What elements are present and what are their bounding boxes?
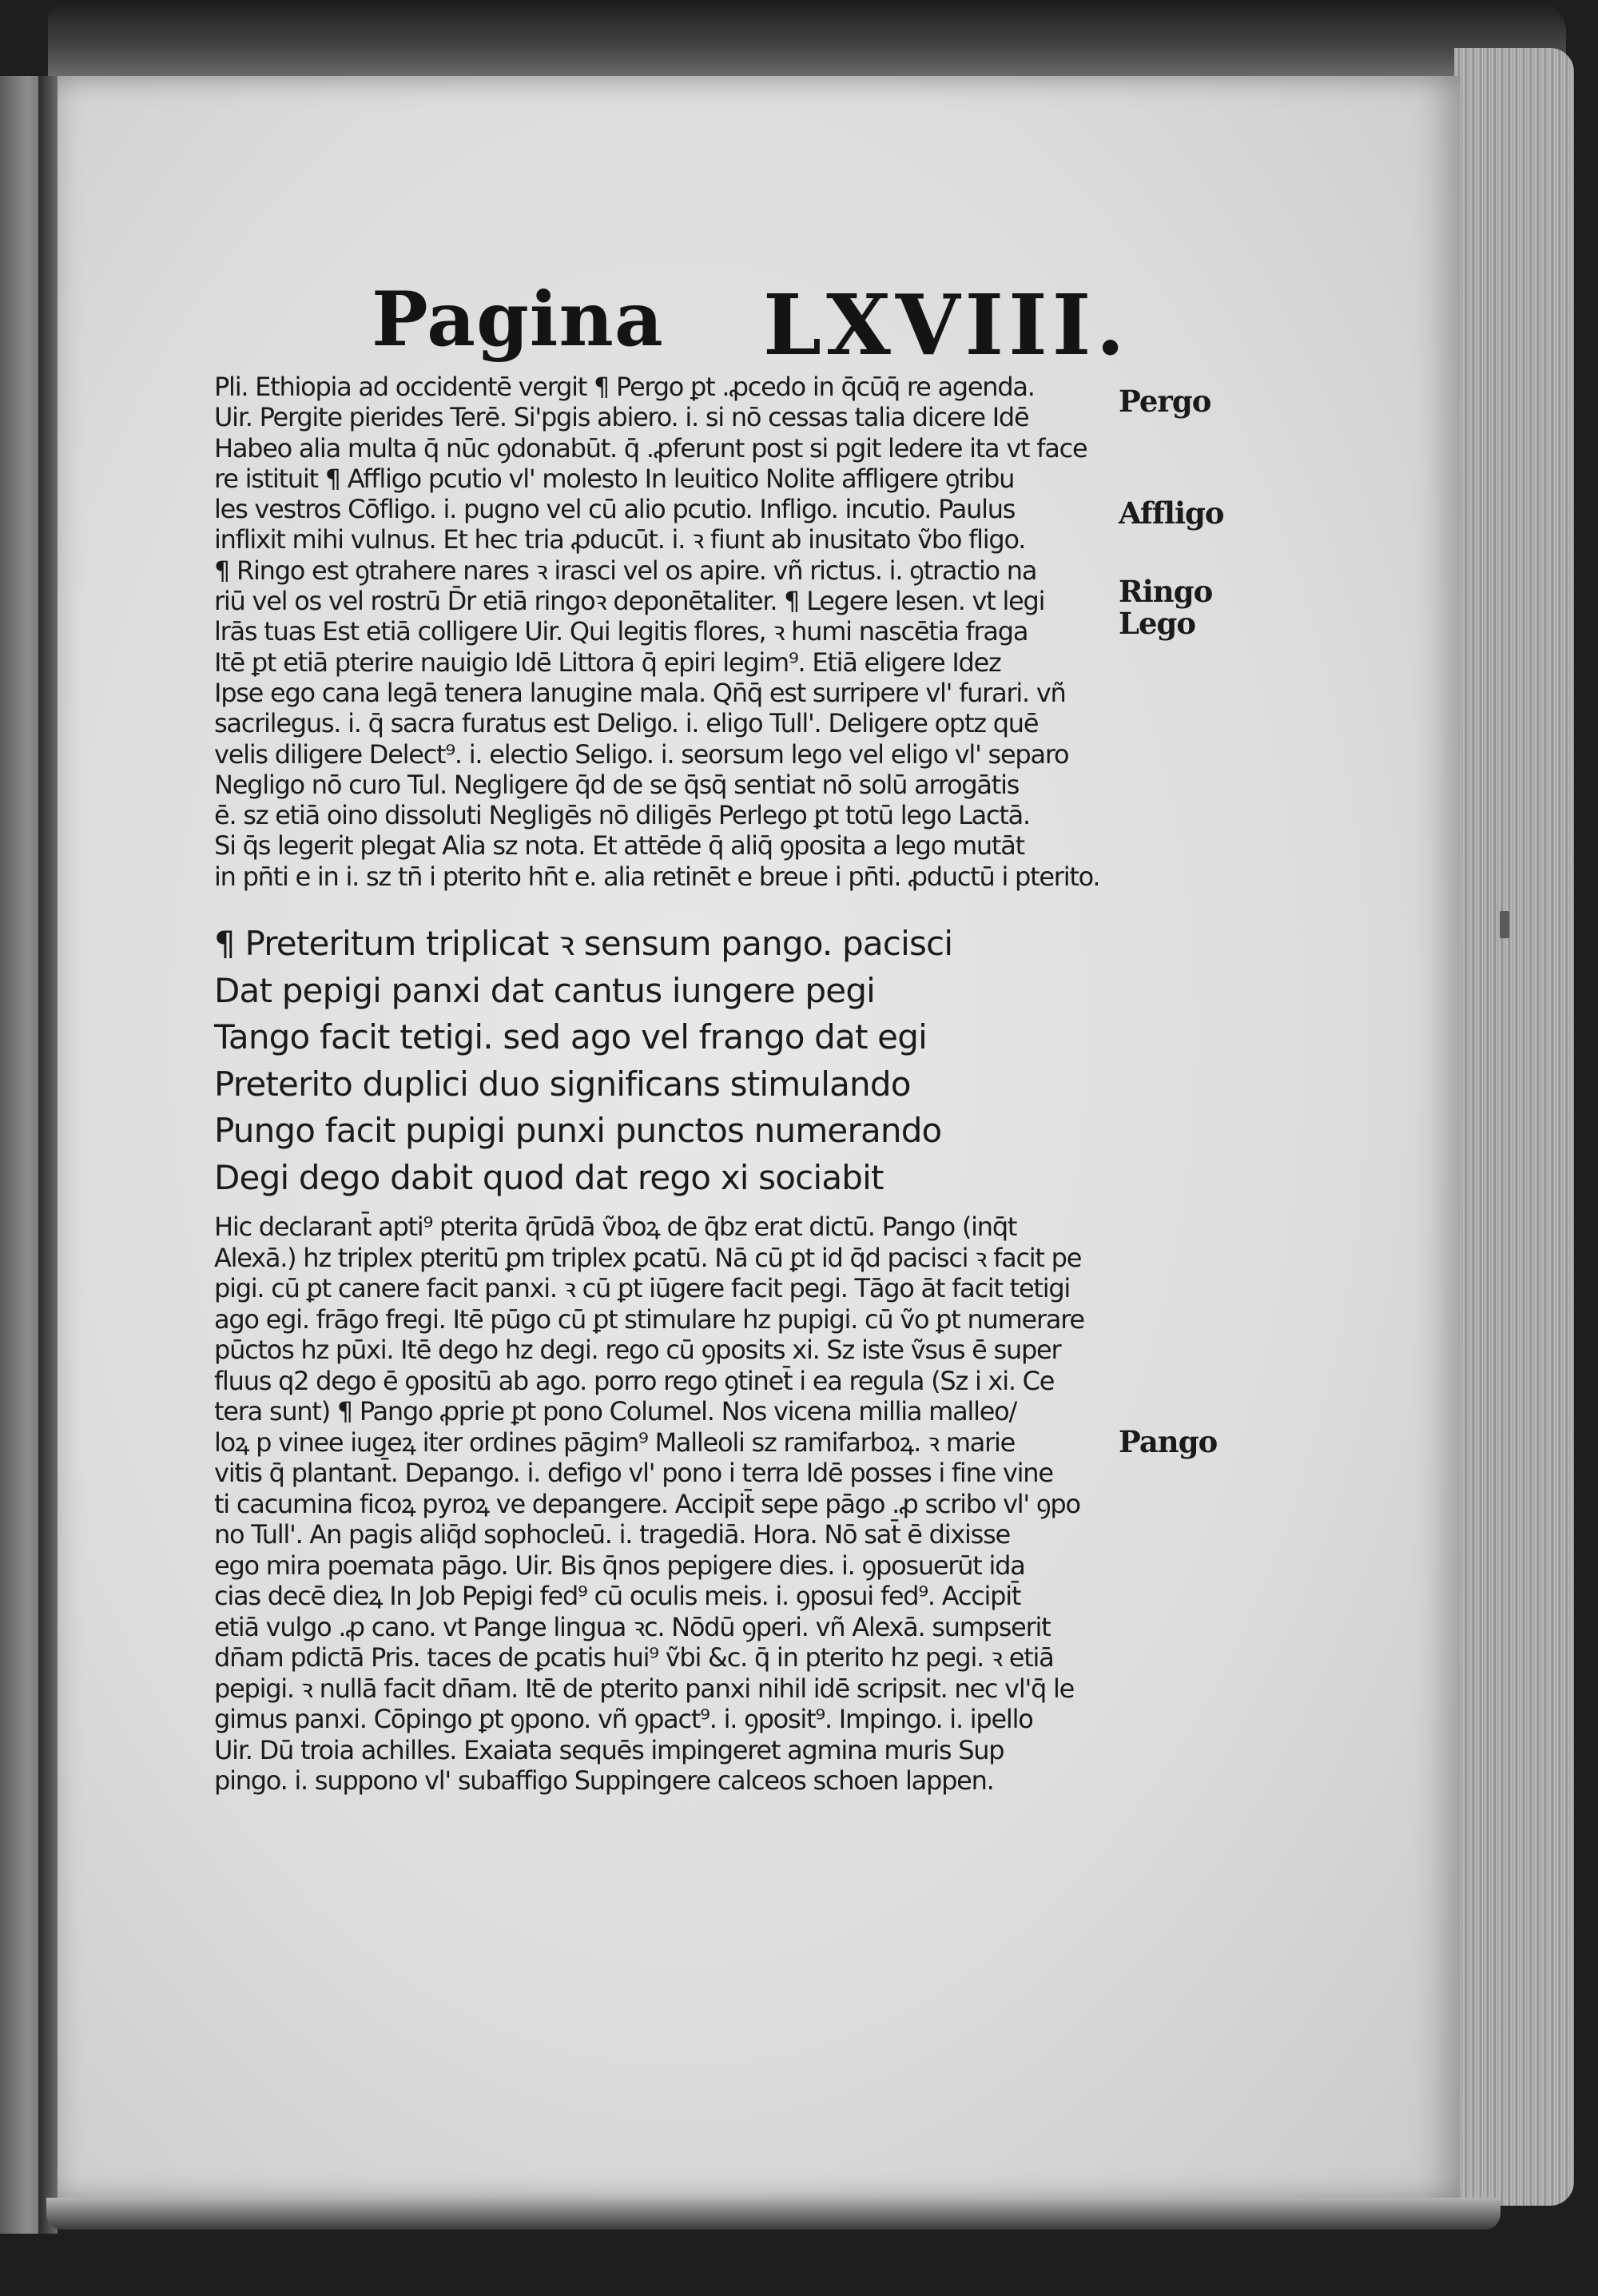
text-line: Ipse ego cana legā tenera lanugine mala. Qn̄q̄ est surripere vl' furari. vñ — [214, 677, 1066, 708]
gutter-shadow — [38, 76, 58, 2234]
text-line: pigi. cū ꝑt canere facit panxi. ꝛ cū ꝑt iūgere facit pegi. Tāgo āt facit tetigi — [214, 1273, 1071, 1303]
margin-note-pango: Pango — [1119, 1424, 1218, 1459]
text-line: in pn̄ti e in i. sz tn̄ i pterito hn̄t e. alia retinēt e breue i pn̄ti. ꝓductū i pterito. — [214, 861, 1100, 892]
page-stack-edge — [1454, 48, 1574, 2206]
text-line: ¶ Ringo est ꝯtrahere nares ꝛ irasci vel os apire. vñ rictus. i. ꝯtractio na — [214, 555, 1037, 586]
text-line: pepigi. ꝛ nullā facit dn̄am. Itē de pterito panxi nihil idē scripsit. nec vl'q̄ le — [214, 1673, 1075, 1704]
text-line: ego mira poemata pāgo. Uir. Bis q̄nos pepigere dies. i. ꝯposuerūt ida — [214, 1550, 1025, 1581]
text-line: cias decē dieꝝ In Job Pepigi fed⁹ cū oculis meis. i. ꝯposui fed⁹. Accipit̄ — [214, 1581, 1021, 1611]
book-bottom-edge — [46, 2198, 1501, 2230]
page-title: Pagina — [372, 276, 664, 364]
text-line: les vestros Cōfligo. i. pugno vel cū alio pcutio. Infligo. incutio. Paulus — [214, 494, 1016, 525]
text-line: no Tull'. An pagis aliq̄d sophocleū. i. tragediā. Hora. Nō sat̄ ē dixisse — [214, 1519, 1010, 1550]
text-line: ti cacumina ficoꝝ pyroꝝ ve depangere. Accipit̄ sepe pāgo .ꝓ scribo vl' ꝯpo — [214, 1488, 1080, 1519]
text-line: Negligo nō curo Tul. Negligere q̄d de se q̄sq̄ sentiat nō solū arrogātis — [214, 769, 1020, 800]
text-line: tera sunt) ¶ Pango ꝓprie ꝑt pono Columel. Nos vicena millia malleo/ — [214, 1396, 1016, 1427]
text-line: lrās tuas Est etiā colligere Uir. Qui legitis flores, ꝛ humi nascētia fraga — [214, 616, 1028, 647]
text-line: gimus panxi. Cōpingo ꝑt ꝯpono. vñ ꝯpact⁹. i. ꝯposit⁹. Impingo. i. ipello — [214, 1704, 1033, 1734]
text-line: vitis q̄ plantant̄. Depango. i. defigo vl' pono i terra Idē posses i fine vine — [214, 1458, 1053, 1488]
verse-block — [214, 921, 1109, 1201]
text-line: pūctos hz pūxi. Itē dego hz degi. rego cū ꝯposits xi. Sz iste ṽsus ē super — [214, 1335, 1061, 1365]
text-line: Pli. Ethiopia ad occidentē vergit ¶ Pergo ꝑt .ꝓcedo in q̄cūq̄ re agenda. — [214, 372, 1035, 402]
verse-line: Tango facit tetigi. sed ago vel frango dat egi — [214, 1017, 927, 1056]
folio-number: LXVIII. — [763, 276, 1130, 374]
paragraph-2 — [214, 1212, 1109, 1797]
verse-line: Preterito duplici duo significans stimulando — [214, 1064, 911, 1104]
text-line: fluus q2 dego ē ꝯpositū ab ago. porro rego ꝯtinet̄ i ea regula (Sz i xi. Ce — [214, 1365, 1055, 1396]
text-line: pingo. i. suppono vl' subaffigo Suppingere calceos schoen lappen. — [214, 1765, 994, 1796]
book-top-edge — [48, 0, 1566, 88]
text-line: Itē ꝑt etiā pterire nauigio Idē Littora q̄ epiri legim⁹. Etiā eligere Idez — [214, 647, 1001, 678]
text-line: Hic declarant̄ apti⁹ pterita q̄rūdā ṽboꝝ de q̄bz erat dictū. Pango (inq̄t — [214, 1212, 1017, 1242]
text-line: Habeo alia multa q̄ nūc ꝯdonabūt. q̄ .ꝓferunt post si pgit ledere ita vt face — [214, 432, 1087, 464]
text-line: Si q̄s legerit plegat Alia sz nota. Et attēde q̄ aliq̄ ꝯposita a lego mutāt — [214, 830, 1024, 861]
text-line: riū vel os vel rostrū D̄r etiā ringoꝛ deponētaliter. ¶ Legere lesen. vt legi — [214, 586, 1045, 617]
margin-note-lego: Lego — [1119, 606, 1196, 641]
text-line: sacrilegus. i. q̄ sacra furatus est Deligo. i. eligo Tull'. Deligere optz quē — [214, 708, 1039, 739]
text-line: dn̄am pdictā Pris. taces de ꝑcatis hui⁹ ṽbi &c. q̄ in pterito hz pegi. ꝛ etiā — [214, 1642, 1054, 1673]
text-line: ē. sz etiā oino dissoluti Negligēs nō diligēs Perlego ꝑt totū lego Lactā. — [214, 800, 1030, 831]
text-line: etiā vulgo .ꝓ cano. vt Pange lingua ꝛc. Nōdū ꝯperi. vñ Alexā. sumpserit — [214, 1611, 1051, 1642]
text-line: inflixit mihi vulnus. Et hec tria ꝓducūt. i. ꝛ fiunt ab inusitato ṽbo fligo. — [214, 524, 1026, 555]
text-line: ago egi. frāgo fregi. Itē pūgo cū ꝑt stimulare hz pupigi. cū ṽo ꝑt numerare — [214, 1303, 1084, 1335]
margin-note-affligo: Affligo — [1119, 495, 1224, 531]
margin-note-pergo: Pergo — [1119, 384, 1211, 419]
page-stub-tab — [1500, 911, 1509, 938]
text-line: velis diligere Delect⁹. i. electio Seligo. i. seorsum lego vel eligo vl' separo — [214, 738, 1069, 770]
verse-line: Degi dego dabit quod dat rego xi sociabit — [214, 1157, 884, 1197]
text-line: Uir. Dū troia achilles. Exaiata sequēs impingeret agmina muris Sup — [214, 1734, 1004, 1765]
margin-note-ringo: Ringo — [1119, 574, 1213, 609]
verse-line: Pungo facit pupigi punxi punctos numerando — [214, 1111, 942, 1150]
paragraph-1 — [214, 372, 1109, 892]
verse-line: ¶ Preteritum triplicat ꝛ sensum pango. pacisci — [214, 924, 953, 963]
text-line: loꝝ p vinee iugeꝝ iter ordines pāgim⁹ Malleoli sz ramifarboꝝ. ꝛ marie — [214, 1427, 1016, 1458]
text-line: Alexā.) hz triplex pteritū ꝑm triplex ꝑcatū. Nā cū ꝑt id q̄d pacisci ꝛ facit pe — [214, 1242, 1082, 1273]
text-line: re istituit ¶ Affligo pcutio vl' molesto In leuitico Nolite affligere ꝯtribu — [214, 463, 1015, 494]
text-line: Uir. Pergite pierides Terē. Si'pgis abiero. i. si nō cessas talia dicere Idē — [214, 402, 1029, 433]
verse-line: Dat pepigi panxi dat cantus iungere pegi — [214, 970, 876, 1010]
